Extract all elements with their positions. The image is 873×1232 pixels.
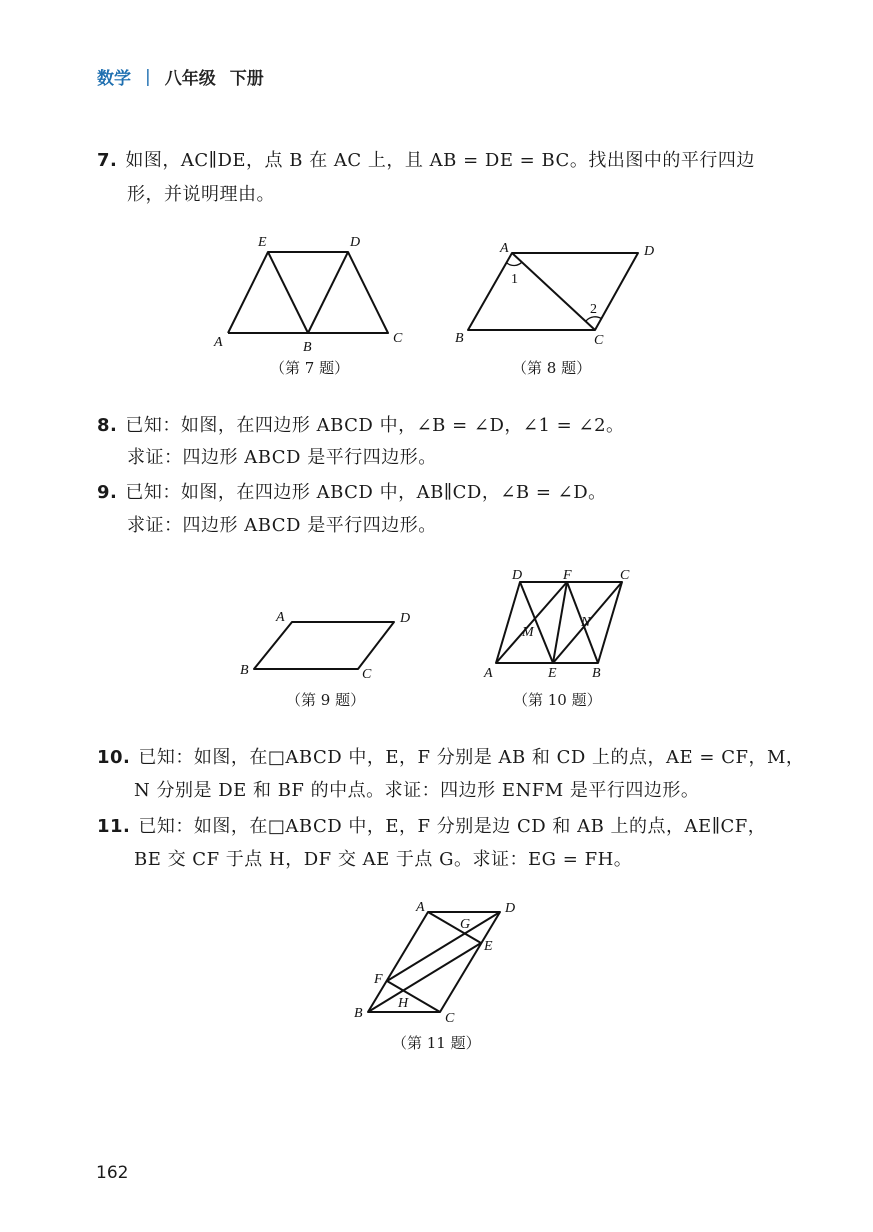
problem-11-text-1: 已知：如图，在□ABCD 中，E，F 分别是边 CD 和 AB 上的点，AE∥CF，	[138, 816, 767, 837]
figure-10-label-A: A	[484, 666, 493, 681]
figure-11-label-H: H	[398, 996, 409, 1011]
figure-11-label-C: C	[445, 1011, 455, 1026]
figure-8-label-C: C	[594, 333, 604, 348]
figure-8-label-D: D	[644, 244, 655, 259]
problem-9-line-2: 求证：四边形 ABCD 是平行四边形。	[127, 515, 437, 536]
problem-8-text-1: 已知：如图，在四边形 ABCD 中，∠B = ∠D，∠1 = ∠2。	[125, 415, 625, 436]
figure-7-caption: （第 7 题）	[270, 359, 350, 377]
figure-7-label-C: C	[393, 331, 403, 346]
problem-10-number: 10.	[97, 747, 131, 768]
header-separator: |	[145, 66, 151, 87]
figure-11-label-G: G	[460, 917, 471, 932]
figure-11-label-D: D	[505, 901, 516, 916]
figure-8-caption: （第 8 题）	[512, 359, 592, 377]
figure-9-diagram	[232, 606, 422, 686]
figure-11-segment-BE	[368, 943, 481, 1012]
problem-7-line-2: 形，并说明理由。	[127, 184, 275, 205]
figure-10-segment-AF	[496, 582, 567, 663]
figure-10-diagram	[480, 564, 650, 686]
problem-7-line-1	[97, 146, 755, 172]
problem-8-line-1	[97, 411, 625, 437]
problem-10-text-1: 已知：如图，在□ABCD 中，E，F 分别是 AB 和 CD 上的点，AE = CF，M，	[138, 747, 805, 768]
problem-11-line-2: BE 交 CF 于点 H，DF 交 AE 于点 G。求证：EG = FH。	[134, 849, 633, 870]
figure-7-segment-EB	[268, 252, 308, 333]
figure-10-label-E: E	[548, 666, 557, 681]
figure-7-outline	[228, 252, 388, 333]
figure-10-segment-DE	[520, 582, 553, 663]
problem-9-line-1	[97, 478, 607, 504]
figure-11-label-B: B	[354, 1006, 363, 1021]
figure-9-label-C: C	[362, 667, 372, 682]
figure-11-caption: （第 11 题）	[392, 1034, 481, 1052]
page-header	[97, 64, 264, 89]
figure-9-label-D: D	[400, 611, 411, 626]
figure-10-label-M: M	[522, 625, 534, 640]
figure-10-label-F: F	[563, 568, 572, 583]
figure-8-label-B: B	[455, 331, 464, 346]
figure-10-label-N: N	[581, 615, 591, 630]
problem-9-text-1: 已知：如图，在四边形 ABCD 中，AB∥CD，∠B = ∠D。	[125, 482, 607, 503]
figure-8-diagram	[450, 236, 670, 351]
figure-8-diagonal-AC	[512, 253, 595, 330]
problem-10-line-1	[97, 743, 804, 769]
problem-8-line-2: 求证：四边形 ABCD 是平行四边形。	[127, 447, 437, 468]
figure-9-parallelogram	[254, 622, 394, 669]
header-grade: 八年级	[164, 69, 216, 89]
page-number: 162	[96, 1163, 129, 1183]
problem-11-number: 11.	[97, 816, 131, 837]
figure-9-label-A: A	[276, 610, 285, 625]
figure-7-label-D: D	[350, 235, 361, 250]
problem-8-number: 8.	[97, 415, 118, 436]
problem-11-line-1	[97, 812, 766, 838]
figure-11-label-E: E	[484, 939, 493, 954]
figure-9-label-B: B	[240, 663, 249, 678]
figure-8-label-A: A	[500, 241, 509, 256]
figure-10-label-B: B	[592, 666, 601, 681]
figure-7-label-A: A	[214, 335, 223, 350]
problem-9-number: 9.	[97, 482, 118, 503]
figure-8-label-angle-1: 1	[511, 272, 518, 287]
figure-8-angle-1-arc	[507, 262, 522, 265]
figure-7-label-B: B	[303, 340, 312, 355]
figure-11-label-A: A	[416, 900, 425, 915]
problem-10-line-2: N 分别是 DE 和 BF 的中点。求证：四边形 ENFM 是平行四边形。	[134, 780, 700, 801]
problem-7-number: 7.	[97, 150, 118, 171]
figure-7-label-E: E	[258, 235, 267, 250]
figure-10-label-C: C	[620, 568, 630, 583]
figure-7-diagram	[200, 232, 420, 357]
figure-7-segment-BD	[308, 252, 348, 333]
figure-8-label-angle-2: 2	[590, 302, 597, 317]
figure-11-diagram	[350, 896, 530, 1024]
figure-10-label-D: D	[512, 568, 523, 583]
header-subject: 数学	[97, 69, 131, 89]
problem-7-text-1: 如图，AC∥DE，点 B 在 AC 上，且 AB = DE = BC。找出图中的平行四边	[125, 150, 755, 171]
figure-11-label-F: F	[374, 972, 383, 987]
figure-10-caption: （第 10 题）	[513, 691, 602, 709]
header-book: 下册	[229, 69, 264, 89]
figure-11-parallelogram	[368, 912, 500, 1012]
figure-9-caption: （第 9 题）	[286, 691, 366, 709]
